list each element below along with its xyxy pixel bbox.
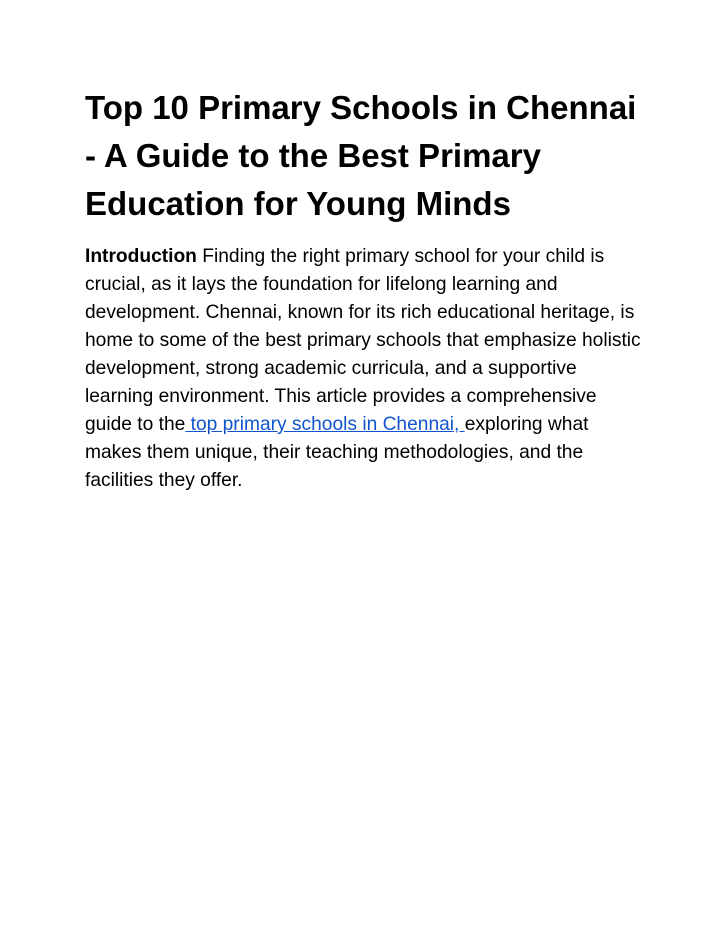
document-title: Top 10 Primary Schools in Chennai - A Guide to the Best Primary Education for Young Minds [85,89,637,222]
intro-text-end: exploring what makes them unique, their teaching methodologies, and the facilities they offer. [85,414,589,491]
intro-label: Introduction [85,246,197,267]
intro-text-start: Finding the right primary school for your child is crucial, as it lays the foundation for lifelong learning and development. Chennai, known for its rich educational heritage, is home to some of the best primary schools that emphasize holistic development, strong academic curricula, and a supportive learning environment. This article provides a comprehensive guide to the [85,246,641,435]
schools-link[interactable]: top primary schools in Chennai, [185,414,465,435]
document-content [85,84,645,495]
intro-paragraph [85,243,645,495]
